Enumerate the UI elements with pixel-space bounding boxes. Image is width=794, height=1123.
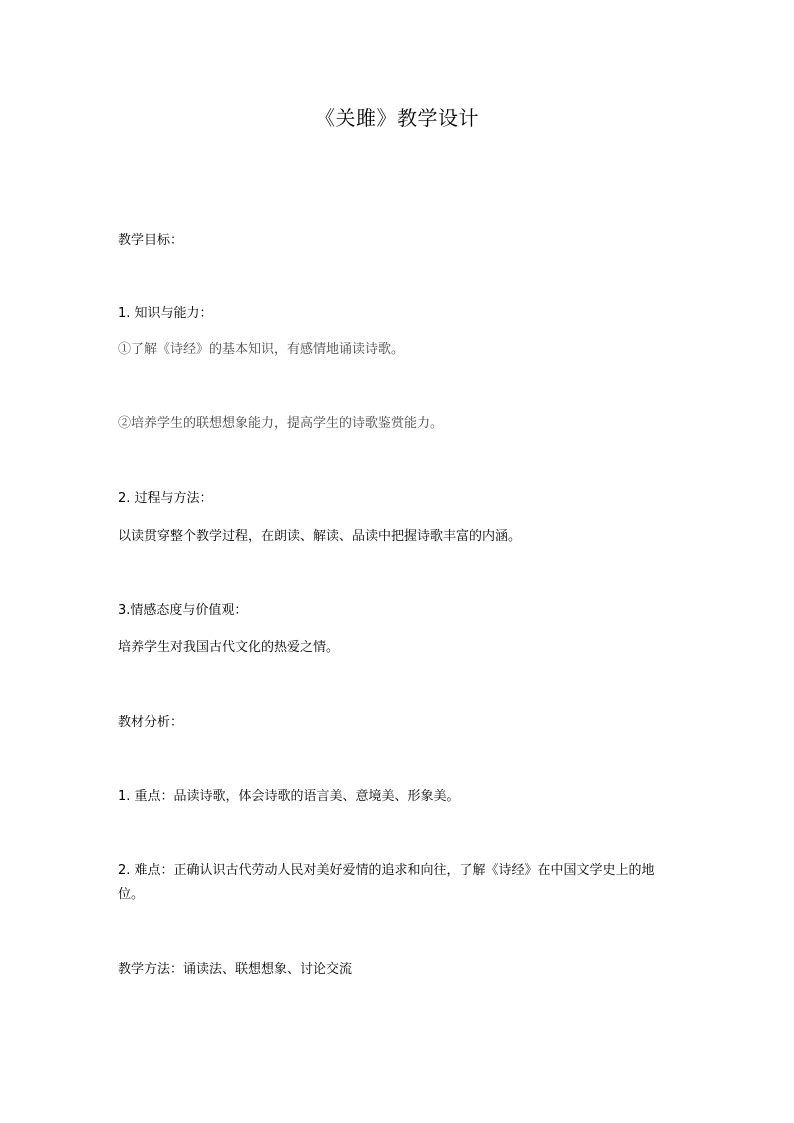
objective-1-item-2: ②培养学生的联想想象能力，提高学生的诗歌鉴赏能力。 [118, 416, 444, 431]
analysis-heading: 教材分析： [118, 715, 184, 730]
analysis-key-point: 1. 重点：品读诗歌，体会诗歌的语言美、意境美、形象美。 [118, 789, 460, 804]
objectives-heading: 教学目标： [118, 233, 184, 248]
teaching-methods: 教学方法：诵读法、联想想象、讨论交流 [118, 962, 353, 977]
objective-1-item-1: ①了解《诗经》的基本知识，有感情地诵读诗歌。 [118, 342, 405, 357]
objective-3-text: 培养学生对我国古代文化的热爱之情。 [118, 640, 340, 655]
objective-2-heading: 2. 过程与方法： [118, 491, 213, 506]
objective-3-heading: 3.情感态度与价值观： [118, 603, 248, 618]
objective-1-heading: 1. 知识与能力： [118, 306, 213, 321]
objective-2-text: 以读贯穿整个教学过程，在朗读、解读、品读中把握诗歌丰富的内涵。 [118, 529, 522, 544]
analysis-difficulty: 2. 难点：正确认识古代劳动人民对美好爱情的追求和向往，了解《诗经》在中国文学史上的地位。 [118, 863, 655, 902]
document-title: 《关雎》教学设计 [315, 106, 479, 130]
